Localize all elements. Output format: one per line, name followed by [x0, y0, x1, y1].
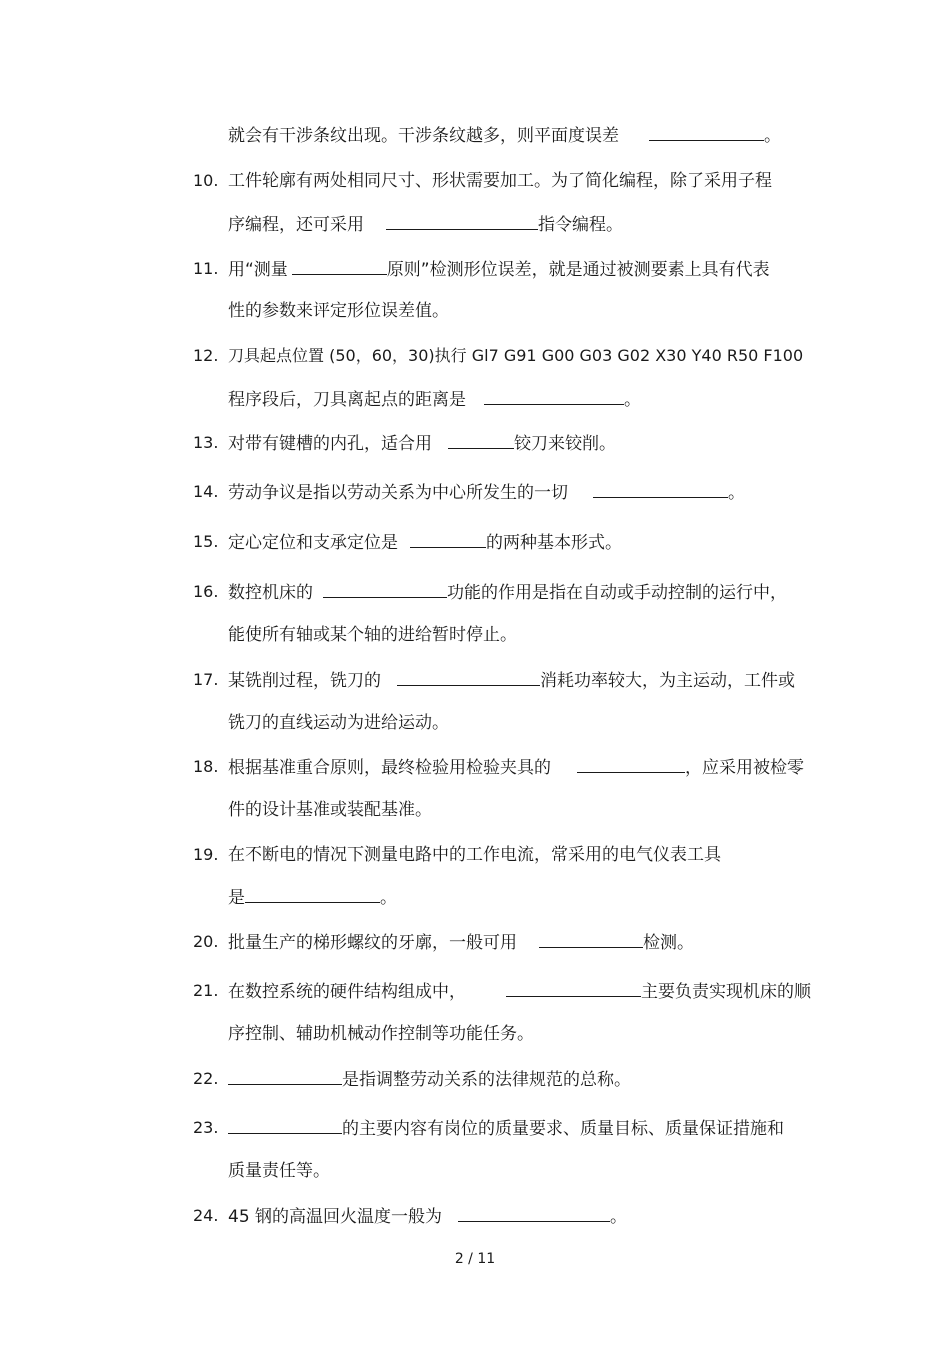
text: 件的设计基准或装配基准。 — [228, 800, 432, 820]
answer-blank[interactable] — [410, 531, 486, 548]
text: 对带有键槽的内孔，适合用 — [228, 434, 432, 454]
question-18-line-2 — [228, 799, 432, 821]
question-24 — [228, 1205, 627, 1228]
text: 。 — [624, 390, 641, 410]
answer-blank[interactable] — [484, 388, 624, 405]
text: 铣刀的直线运动为进给运动。 — [228, 713, 449, 733]
text: 指令编程。 — [538, 215, 623, 235]
text: 在数控系统的硬件结构组成中， — [228, 982, 466, 1002]
page-number: 2 / 11 — [454, 1251, 496, 1267]
answer-blank[interactable] — [397, 669, 540, 686]
question-21-line-2 — [228, 1023, 534, 1045]
answer-blank[interactable] — [577, 756, 685, 773]
text: 能使所有轴或某个轴的进给暂时停止。 — [228, 625, 517, 645]
question-10-line-2 — [228, 213, 623, 236]
text: 程序段后，刀具离起点的距离是 — [228, 390, 466, 410]
question-14 — [228, 481, 745, 504]
text: 。 — [728, 483, 745, 503]
question-12-line-2 — [228, 388, 641, 411]
answer-blank[interactable] — [228, 1117, 342, 1134]
text: 质量责任等。 — [228, 1161, 330, 1181]
question-number: 21. — [193, 981, 219, 1000]
question-number: 20. — [193, 932, 219, 951]
question-23-line-1 — [228, 1117, 784, 1140]
question-number: 22. — [193, 1069, 219, 1088]
text: 用“测量 — [228, 260, 288, 280]
answer-blank[interactable] — [228, 1068, 342, 1085]
question-22 — [228, 1068, 631, 1091]
answer-blank[interactable] — [593, 481, 728, 498]
question-15 — [228, 531, 622, 554]
question-20 — [228, 931, 694, 954]
question-19-line-2 — [228, 886, 397, 909]
question-number: 24. — [193, 1206, 219, 1225]
text: 工件轮廓有两处相同尺寸、形状需要加工。为了简化编程，除了采用子程 — [228, 171, 772, 191]
text: 劳动争议是指以劳动关系为中心所发生的一切 — [228, 483, 568, 503]
question-number: 18. — [193, 757, 219, 776]
question-18-line-1 — [228, 756, 804, 779]
answer-blank[interactable] — [386, 213, 538, 230]
text: 的两种基本形式。 — [486, 533, 622, 553]
question-10-line-1 — [228, 170, 772, 192]
text: 就会有干涉条纹出现。干涉条纹越多，则平面度误差 — [228, 126, 619, 146]
question-17-line-2 — [228, 712, 449, 734]
text: 刀具起点位置 (50，60，30)执行 Gl7 G91 G00 G03 G02 X30 Y40 R50 F100 — [228, 346, 804, 365]
text: 检测。 — [643, 933, 694, 953]
question-number: 15. — [193, 532, 219, 551]
text: 序编程，还可采用 — [228, 215, 364, 235]
question-9-continuation — [228, 124, 781, 147]
text: 定心定位和支承定位是 — [228, 533, 398, 553]
text: 的主要内容有岗位的质量要求、质量目标、质量保证措施和 — [342, 1119, 784, 1139]
question-number: 17. — [193, 670, 219, 689]
question-number: 19. — [193, 845, 219, 864]
question-number: 12. — [193, 346, 219, 365]
question-11-line-2 — [228, 300, 449, 322]
text: 是 — [228, 888, 245, 908]
text: 在不断电的情况下测量电路中的工作电流，常采用的电气仪表工具 — [228, 845, 721, 865]
answer-blank[interactable] — [448, 432, 514, 449]
answer-blank[interactable] — [458, 1205, 610, 1222]
question-12-line-1 — [228, 345, 803, 367]
text: ，应采用被检零 — [685, 758, 804, 778]
text: 主要负责实现机床的顺 — [641, 982, 811, 1002]
answer-blank[interactable] — [292, 258, 387, 275]
question-16-line-2 — [228, 624, 517, 646]
text: 功能的作用是指在自动或手动控制的运行中， — [447, 583, 787, 603]
answer-blank[interactable] — [323, 581, 447, 598]
text: 。 — [380, 888, 397, 908]
question-number: 16. — [193, 582, 219, 601]
question-13 — [228, 432, 616, 455]
answer-blank[interactable] — [539, 931, 643, 948]
question-19-line-1 — [228, 844, 721, 866]
question-23-line-2 — [228, 1160, 330, 1182]
answer-blank[interactable] — [506, 980, 641, 997]
question-11-line-1 — [228, 258, 770, 281]
text: 性的参数来评定形位误差值。 — [228, 301, 449, 321]
question-number: 10. — [193, 171, 219, 190]
question-number: 14. — [193, 482, 219, 501]
text: 消耗功率较大，为主运动，工件或 — [540, 671, 795, 691]
text: 铰刀来铰削。 — [514, 434, 616, 454]
text: 根据基准重合原则，最终检验用检验夹具的 — [228, 758, 551, 778]
text: 批量生产的梯形螺纹的牙廓，一般可用 — [228, 933, 517, 953]
question-16-line-1 — [228, 581, 787, 604]
text: 。 — [764, 126, 781, 146]
answer-blank[interactable] — [649, 124, 764, 141]
text: 数控机床的 — [228, 583, 313, 603]
text: 序控制、辅助机械动作控制等功能任务。 — [228, 1024, 534, 1044]
text: 原则”检测形位误差，就是通过被测要素上具有代表 — [386, 260, 770, 280]
text: 是指调整劳动关系的法律规范的总称。 — [342, 1070, 631, 1090]
text: 45 钢的高温回火温度一般为 — [228, 1207, 443, 1227]
question-21-line-1 — [228, 980, 811, 1003]
question-number: 23. — [193, 1118, 219, 1137]
answer-blank[interactable] — [245, 886, 380, 903]
text: 某铣削过程，铣刀的 — [228, 671, 381, 691]
question-number: 11. — [193, 259, 219, 278]
question-17-line-1 — [228, 669, 795, 692]
question-number: 13. — [193, 433, 219, 452]
text: 。 — [610, 1207, 628, 1227]
